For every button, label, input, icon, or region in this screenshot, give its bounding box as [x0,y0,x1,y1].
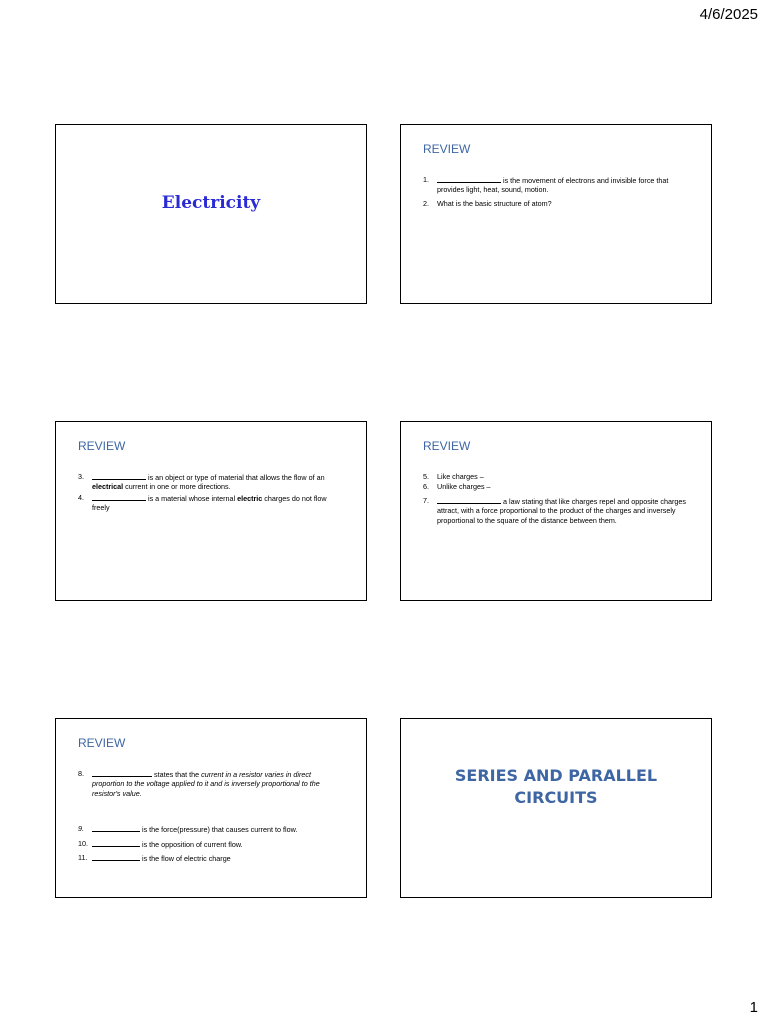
item-text: current in one or more directions. [123,482,231,492]
list-item [78,472,342,492]
list-item [423,482,687,491]
slide-heading: REVIEW [78,439,126,453]
item-italic-text: current in a resistor varies in direct proportion to the voltage applied to it and is inversely proportional to the resistor's value. [92,770,320,798]
slide-2-thumbnail [400,124,712,304]
slide-heading: REVIEW [423,142,471,156]
item-number: 2. [423,198,429,208]
list-item [423,472,687,481]
slide-6-thumbnail [400,718,712,898]
item-number: 9. [78,824,84,834]
slide-4-thumbnail [400,421,712,601]
review-list [423,472,687,529]
item-number: 11. [78,853,88,863]
review-list [423,175,687,212]
item-bold-text: electrical [92,482,124,492]
answer-blank [92,472,146,480]
item-number: 6. [423,482,429,492]
item-number: 5. [423,472,429,481]
answer-blank [437,175,501,183]
slide-title-series-parallel [401,765,711,809]
list-item [423,199,687,208]
item-number: 7. [423,495,429,505]
item-text: Like charges – [437,472,484,481]
item-text: states that the [152,770,202,779]
slide-1-thumbnail [55,124,367,304]
item-number: 10. [78,838,88,848]
item-number: 1. [423,175,429,184]
list-item [78,839,342,849]
answer-blank [437,496,501,504]
item-text: is a material whose internal [146,493,238,503]
list-item [78,769,342,798]
list-item [78,824,342,834]
answer-blank [92,769,152,777]
item-text: is the movement of electrons and invisible force that provides light, heat, sound, motion. [437,176,669,195]
item-number: 4. [78,492,84,502]
item-text: is an object or type of material that allows the flow of an [146,473,325,482]
answer-blank [92,493,146,501]
item-bold-text: electric [237,493,263,503]
review-list [78,472,342,517]
review-list [78,769,342,864]
answer-blank [92,824,140,832]
list-item [78,493,342,513]
slide-heading: REVIEW [78,736,126,750]
slide-3-thumbnail [55,421,367,601]
item-text: Unlike charges – [437,482,491,492]
title-line: SERIES AND PARALLEL [454,766,658,785]
item-number: 8. [78,769,84,778]
item-text: What is the basic structure of atom? [437,198,552,208]
answer-blank [92,853,140,861]
page-number: 1 [749,999,758,1016]
item-text: is the force(pressure) that causes current to flow. [140,825,298,835]
list-item [423,496,687,525]
item-text: charges do not flow freely [92,493,327,513]
title-line: CIRCUITS [514,788,598,807]
slide-5-thumbnail [55,718,367,898]
item-text: is the opposition of current flow. [140,839,243,849]
list-item [78,853,342,863]
list-item [423,175,687,195]
item-text: a law stating that like charges repel and opposite charges attract, with a force proportional to the product of the charges and inversely proportional to the square of the distance between them. [437,496,686,525]
print-date: 4/6/2025 [699,6,758,23]
answer-blank [92,839,140,847]
item-text: is the flow of electric charge [140,854,231,864]
slide-heading: REVIEW [423,439,471,453]
slide-title-electricity: Electricity [161,193,261,213]
item-number: 3. [78,472,84,481]
